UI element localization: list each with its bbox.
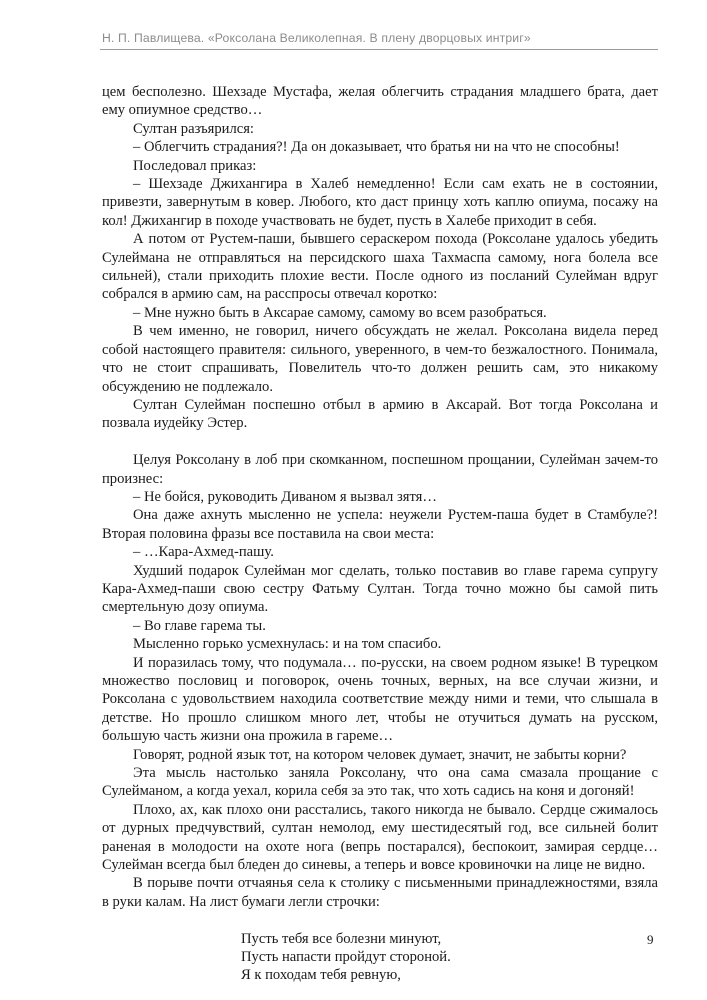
- paragraph: Мысленно горько усмехнулась: и на том спасибо.: [133, 636, 442, 653]
- paragraph: И поразилась тому, что подумала… по-русски, на своем родном языке! В турецком множество пословиц и поговорок, очень точных, верных, на все случаи жизни, и Роксолана с удовольствием находила соответствие между ними и теми, что слышала в детстве. Но прошло слишком много лет, чтобы не отучиться думать на русском, большую часть жизни она прожила в гареме…: [102, 654, 658, 745]
- paragraph: В чем именно, не говорил, ничего обсуждать не желал. Роксолана видела перед собой настоящего правителя: сильного, уверенного, в чем-то безжалостного. Понимала, что не стоит спрашивать, Повелитель что-то должен решить сам, это никакому обсуждению не подлежало.: [102, 323, 658, 395]
- paragraph: – Мне нужно быть в Аксарае самому, самому во всем разобраться.: [133, 304, 547, 321]
- paragraph: Говорят, родной язык тот, на котором человек думает, значит, не забыты корни?: [133, 746, 627, 763]
- verse-block: [241, 930, 658, 985]
- paragraph: Целуя Роксолану в лоб при скомканном, поспешном прощании, Сулейман зачем-то произнес:: [102, 452, 658, 487]
- paragraph: В порыве почти отчаянья села к столику с письменными принадлежностями, взяла в руки калам. На лист бумаги легли строчки:: [102, 875, 658, 910]
- paragraph: – …Кара-Ахмед-пашу.: [133, 544, 274, 561]
- paragraph: Эта мысль настолько заняла Роксолану, что она сама смазала прощание с Сулейманом, а когда уехал, корила себя за это так, что хоть садись на коня и догоняй!: [102, 765, 658, 800]
- paragraph: Она даже ахнуть мысленно не успела: неужели Рустем-паша будет в Стамбуле?! Вторая половина фразы все поставила на свои места:: [102, 507, 658, 542]
- paragraph: А потом от Рустем-паши, бывшего сераскером похода (Роксолане удалось убедить Сулеймана не отправляться на персидского шаха Тахмаспа самому, нога болела все сильней), стали приходить плохие вести. После одного из посланий Сулейман вдруг собрался в армию сам, на расспросы отвечал коротко:: [102, 231, 658, 303]
- paragraph: – Облегчить страдания?! Да он доказывает, что братья ни на что не способны!: [133, 139, 620, 156]
- paragraph: цем бесполезно. Шехзаде Мустафа, желая облегчить страдания младшего брата, дает ему опиумное средство…: [102, 84, 658, 119]
- paragraph: Султан Сулейман поспешно отбыл в армию в Аксарай. Вот тогда Роксолана и позвала иудейку Эстер.: [102, 396, 658, 432]
- verse-line: Пусть тебя все болезни минуют,: [241, 930, 442, 947]
- paragraph: – Не бойся, руководить Диваном я вызвал зятя…: [133, 488, 437, 505]
- running-header: Н. П. Павлищева. «Роксолана Великолепная. В плену дворцовых интриг»: [102, 31, 531, 45]
- paragraph: Плохо, ах, как плохо они расстались, такого никогда не бывало. Сердце сжималось от дурных предчувствий, султан немолод, ему шестидесятый год, все сильней болит раненая в молодости на охоте нога (вепрь постарался), беспокоит, замирая сердце… Сулейман всегда был бледен до синевы, а теперь и вовсе кровиночки на лице не видно.: [102, 801, 658, 874]
- body-text: [102, 83, 658, 985]
- paragraph: Султан разъярился:: [133, 120, 254, 137]
- paragraph: – Шехзаде Джихангира в Халеб немедленно! Если сам ехать не в состоянии, привезти, завернутым в ковер. Любого, кто даст принцу хоть каплю опиума, посажу на кол! Джихангир в походе участвовать не будет, пусть в Халебе приходит в себя.: [102, 176, 658, 229]
- paragraph: – Во главе гарема ты.: [133, 617, 266, 634]
- paragraph: Последовал приказ:: [133, 157, 257, 174]
- page-number: 9: [647, 932, 654, 947]
- header-rule: [100, 49, 658, 50]
- verse-line: Я к походам тебя ревную,: [241, 967, 401, 984]
- verse-line: Пусть напасти пройдут стороной.: [241, 949, 451, 966]
- paragraph: Худший подарок Сулейман мог сделать, только поставив во главе гарема супругу Кара-Ахмед-паши свою сестру Фатьму Султан. Тогда точно можно бы самой пить смертельную дозу опиума.: [102, 562, 658, 616]
